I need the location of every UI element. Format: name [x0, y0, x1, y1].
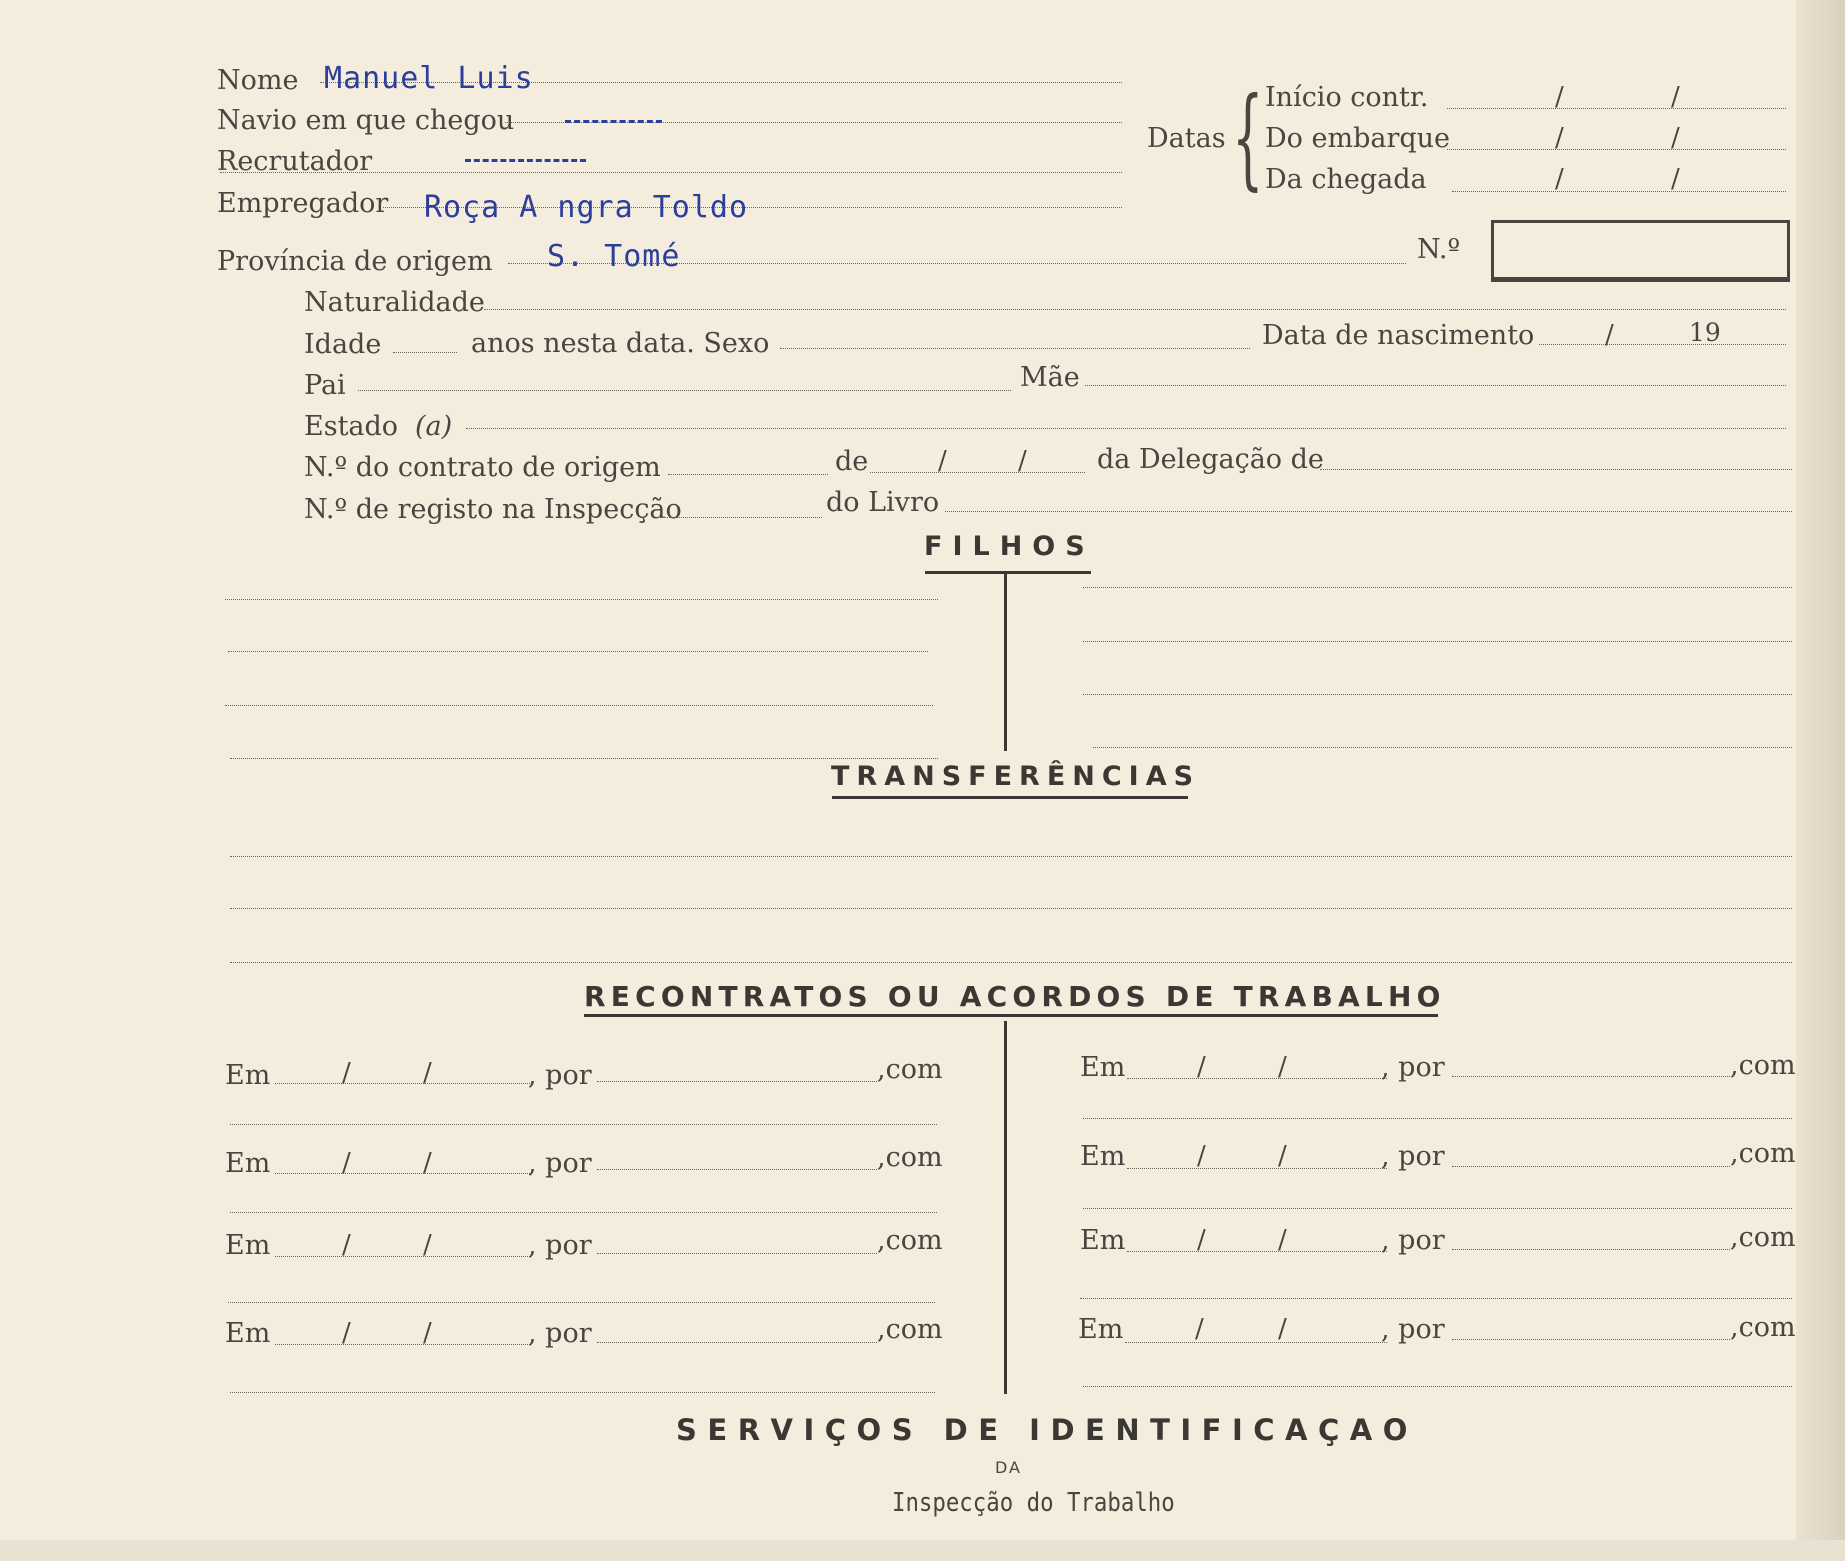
nome-label: Nome — [217, 65, 299, 96]
estado-line — [466, 428, 1786, 429]
recrutador-dash-mark — [465, 159, 586, 162]
filhos-right-line-2 — [1083, 641, 1792, 642]
date-slash-1: / — [1197, 1225, 1206, 1255]
por-line — [597, 1081, 877, 1082]
filhos-right-line-4 — [1093, 747, 1792, 748]
idade-label: Idade — [304, 329, 382, 360]
contrato-de-label: de — [835, 446, 869, 477]
por-label: , por — [528, 1230, 592, 1261]
filhos-left-line-2 — [228, 651, 928, 652]
date-line — [1127, 1168, 1387, 1169]
mae-label: Mãe — [1020, 362, 1080, 393]
filhos-heading: FILHOS — [924, 531, 1095, 562]
filhos-underline — [925, 571, 1091, 574]
navio-dash-mark — [565, 120, 662, 123]
registo-label: N.º de registo na Inspecção — [304, 494, 682, 525]
pai-label: Pai — [304, 370, 346, 401]
date-line — [1125, 1342, 1387, 1343]
inicio-slash-2: / — [1671, 82, 1680, 112]
nome-value: Manuel Luis — [324, 61, 534, 96]
date-slash-1: / — [342, 1318, 351, 1348]
por-line — [1452, 1249, 1730, 1250]
filhos-divider — [1004, 574, 1007, 751]
date-slash-2: / — [423, 1230, 432, 1260]
contrato-slash-2: / — [1018, 446, 1027, 476]
inicio-label: Início contr. — [1265, 82, 1429, 113]
por-label: , por — [528, 1148, 592, 1179]
date-slash-1: / — [342, 1058, 351, 1088]
embarque-slash-1: / — [1555, 123, 1564, 153]
continuation-line — [228, 1302, 935, 1303]
livro-line — [945, 511, 1792, 512]
com-label: ,com — [877, 1314, 943, 1345]
transferencias-underline — [832, 796, 1188, 799]
chegada-slash-1: / — [1555, 164, 1564, 194]
continuation-line — [1083, 1118, 1792, 1119]
contrato-line — [668, 474, 828, 475]
com-label: ,com — [1730, 1222, 1796, 1253]
embarque-label: Do embarque — [1265, 123, 1451, 154]
date-slash-1: / — [342, 1230, 351, 1260]
date-line — [1127, 1251, 1387, 1252]
date-line — [275, 1344, 530, 1345]
com-label: ,com — [1730, 1138, 1796, 1169]
contrato-date-line — [870, 472, 1085, 473]
registo-line — [662, 517, 822, 518]
estado-note: (a) — [415, 411, 453, 442]
por-line — [597, 1169, 877, 1170]
em-label: Em — [1080, 1141, 1126, 1172]
empregador-label: Empregador — [217, 188, 389, 219]
por-line — [1452, 1166, 1730, 1167]
por-label: , por — [1381, 1225, 1445, 1256]
inicio-slash-1: / — [1555, 82, 1564, 112]
com-label: ,com — [877, 1142, 943, 1173]
filhos-left-line-4 — [230, 758, 938, 759]
date-slash-2: / — [1278, 1141, 1287, 1171]
date-slash-1: / — [1197, 1052, 1206, 1082]
continuation-line — [230, 1392, 935, 1393]
por-line — [597, 1342, 877, 1343]
estado-label: Estado — [304, 411, 399, 442]
embarque-slash-2: / — [1671, 123, 1680, 153]
filhos-right-line-1 — [1083, 587, 1792, 588]
date-line — [1127, 1078, 1387, 1079]
navio-label: Navio em que chegou — [217, 105, 515, 136]
continuation-line — [1083, 1208, 1792, 1209]
em-label: Em — [1078, 1314, 1124, 1345]
footer-inspeccao: Inspecção do Trabalho — [892, 1488, 1175, 1518]
date-slash-2: / — [423, 1058, 432, 1088]
date-slash-2: / — [1278, 1314, 1287, 1344]
livro-label: do Livro — [826, 487, 940, 518]
date-slash-1: / — [1197, 1141, 1206, 1171]
transferencias-line-2 — [230, 908, 1792, 909]
continuation-line — [230, 1124, 937, 1125]
chegada-label: Da chegada — [1265, 164, 1427, 195]
em-label: Em — [225, 1060, 271, 1091]
provincia-value: S. Tomé — [547, 239, 681, 274]
em-label: Em — [1080, 1225, 1126, 1256]
filhos-left-line-1 — [225, 599, 938, 600]
com-label: ,com — [877, 1054, 943, 1085]
nascimento-year: 19 — [1689, 318, 1721, 347]
footer-heading: SERVIÇOS DE IDENTIFICAÇAO — [676, 1413, 1418, 1447]
contrato-slash-1: / — [938, 446, 947, 476]
recontratos-divider — [1004, 1021, 1007, 1394]
anos-sexo-label: anos nesta data. Sexo — [471, 328, 770, 359]
date-slash-2: / — [423, 1318, 432, 1348]
date-line — [275, 1256, 530, 1257]
datas-brace: { — [1232, 73, 1264, 201]
por-label: , por — [528, 1060, 592, 1091]
empregador-value: Roça A ngra Toldo — [424, 190, 749, 225]
sexo-line — [780, 348, 1250, 349]
com-label: ,com — [1730, 1312, 1796, 1343]
card-bottom-edge — [0, 1540, 1845, 1561]
recrutador-label: Recrutador — [217, 146, 373, 177]
filhos-left-line-3 — [225, 705, 933, 706]
mae-line — [1085, 385, 1786, 386]
transferencias-heading: TRANSFERÊNCIAS — [831, 761, 1201, 792]
provincia-label: Província de origem — [217, 246, 493, 277]
recontratos-heading: RECONTRATOS OU ACORDOS DE TRABALHO — [584, 980, 1446, 1013]
por-label: , por — [1381, 1052, 1445, 1083]
em-label: Em — [225, 1230, 271, 1261]
card-right-edge — [1796, 0, 1845, 1561]
recontratos-underline — [584, 1014, 1438, 1017]
transferencias-line-3 — [230, 962, 1792, 963]
por-line — [597, 1253, 877, 1254]
transferencias-line-1 — [230, 856, 1792, 857]
idade-line — [393, 352, 457, 353]
por-label: , por — [1381, 1314, 1445, 1345]
continuation-line — [1080, 1298, 1792, 1299]
por-line — [1452, 1339, 1730, 1340]
pai-line — [358, 390, 1011, 391]
inicio-line — [1447, 108, 1786, 109]
em-label: Em — [1080, 1052, 1126, 1083]
filhos-right-line-3 — [1083, 694, 1792, 695]
continuation-line — [230, 1212, 937, 1213]
continuation-line — [1083, 1386, 1792, 1387]
date-line — [275, 1083, 530, 1084]
date-line — [275, 1173, 530, 1174]
naturalidade-line — [484, 309, 1786, 310]
date-slash-2: / — [423, 1148, 432, 1178]
naturalidade-label: Naturalidade — [304, 287, 485, 318]
por-label: , por — [1381, 1141, 1445, 1172]
delegacao-line — [1320, 469, 1792, 470]
date-slash-2: / — [1278, 1225, 1287, 1255]
nascimento-line — [1539, 344, 1786, 345]
chegada-line — [1452, 191, 1786, 192]
nascimento-label: Data de nascimento — [1262, 320, 1535, 351]
chegada-slash-2: / — [1671, 164, 1680, 194]
com-label: ,com — [1730, 1050, 1796, 1081]
com-label: ,com — [877, 1225, 943, 1256]
numero-label: N.º — [1417, 234, 1461, 265]
footer-da: DA — [995, 1458, 1022, 1477]
recrutador-line — [220, 172, 1122, 173]
datas-label: Datas — [1147, 123, 1226, 154]
numero-box — [1491, 220, 1790, 282]
contrato-label: N.º do contrato de origem — [304, 452, 661, 483]
nascimento-slash: / — [1605, 320, 1614, 350]
delegacao-label: da Delegação de — [1097, 444, 1324, 475]
date-slash-1: / — [1195, 1314, 1204, 1344]
date-slash-1: / — [342, 1148, 351, 1178]
em-label: Em — [225, 1148, 271, 1179]
por-label: , por — [528, 1318, 592, 1349]
date-slash-2: / — [1278, 1052, 1287, 1082]
por-line — [1452, 1076, 1730, 1077]
em-label: Em — [225, 1318, 271, 1349]
embarque-line — [1447, 149, 1786, 150]
